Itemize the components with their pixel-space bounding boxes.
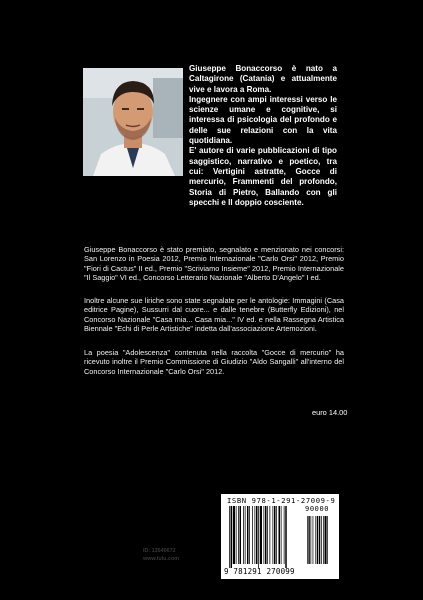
isbn-text: ISBN 978-1-291-27009-9 (227, 496, 336, 505)
isbn-barcode (221, 494, 339, 579)
author-portrait-image (83, 68, 183, 176)
barcode-digits: 9 781291 270099 (224, 567, 295, 576)
publisher-url: www.lulu.com (143, 556, 180, 562)
prize-paragraph: La poesia "Adolescenza" contenuta nella raccolta "Gocce di mercurio" ha ricevuto inoltre il Premio Commissione di Giudizio "Aldo Sangalli" all'interno del Concorso Internazionale "Carlo Orsi" 2012. (84, 348, 344, 376)
barcode-bars (227, 506, 335, 568)
anthologies-paragraph: Inoltre alcune sue liriche sono state segnalate per le antologie: Immagini (Casa editrice Pagine), Sussurri dal cuore... e dalle tenebre (Butterfly Edizioni), nel Concorso Nazionale "Casa mia... Casa mia..." IV ed. e nella Rassegna Artistica Biennale "Echi di Perle Artistiche" indetta dall'associazione Artemozioni. (84, 296, 344, 334)
author-bio: Giuseppe Bonaccorso è nato a Caltagirone (Catania) e attualmente vive e lavora a Roma. Ingegnere con ampi interessi verso le scienze umane e cognitive, si interessa di psicologia del profondo e delle sue relazioni con la vita quotidiana. E' autore di varie pubblicazioni di tipo saggistico, narrativo e poetico, tra cui: Vertigini astratte, Gocce di mercurio, Frammenti del profondo, Storia di Pietro, Ballando con gli specchi e Il doppio cosciente. (189, 64, 337, 207)
addon-code: 90000 (305, 505, 330, 513)
price-label: euro 14.00 (312, 408, 348, 417)
awards-paragraph: Giuseppe Bonaccorso è stato premiato, segnalato e menzionato nei concorsi: San Lorenzo in Poesia 2012, Premio Internazionale "Carlo Orsi" 2012, Premio "Fiori di Cactus" II ed., Premio "Scriviamo Insieme" 2012, Premio Internazionale "Il Saggio" VI ed., Concorso Letterario Nazionale "Alberto D'Angelo" I ed. (84, 245, 344, 283)
publisher-id: ID: 13540672 (143, 548, 176, 554)
author-photo (83, 68, 183, 176)
publisher-info (143, 547, 179, 563)
